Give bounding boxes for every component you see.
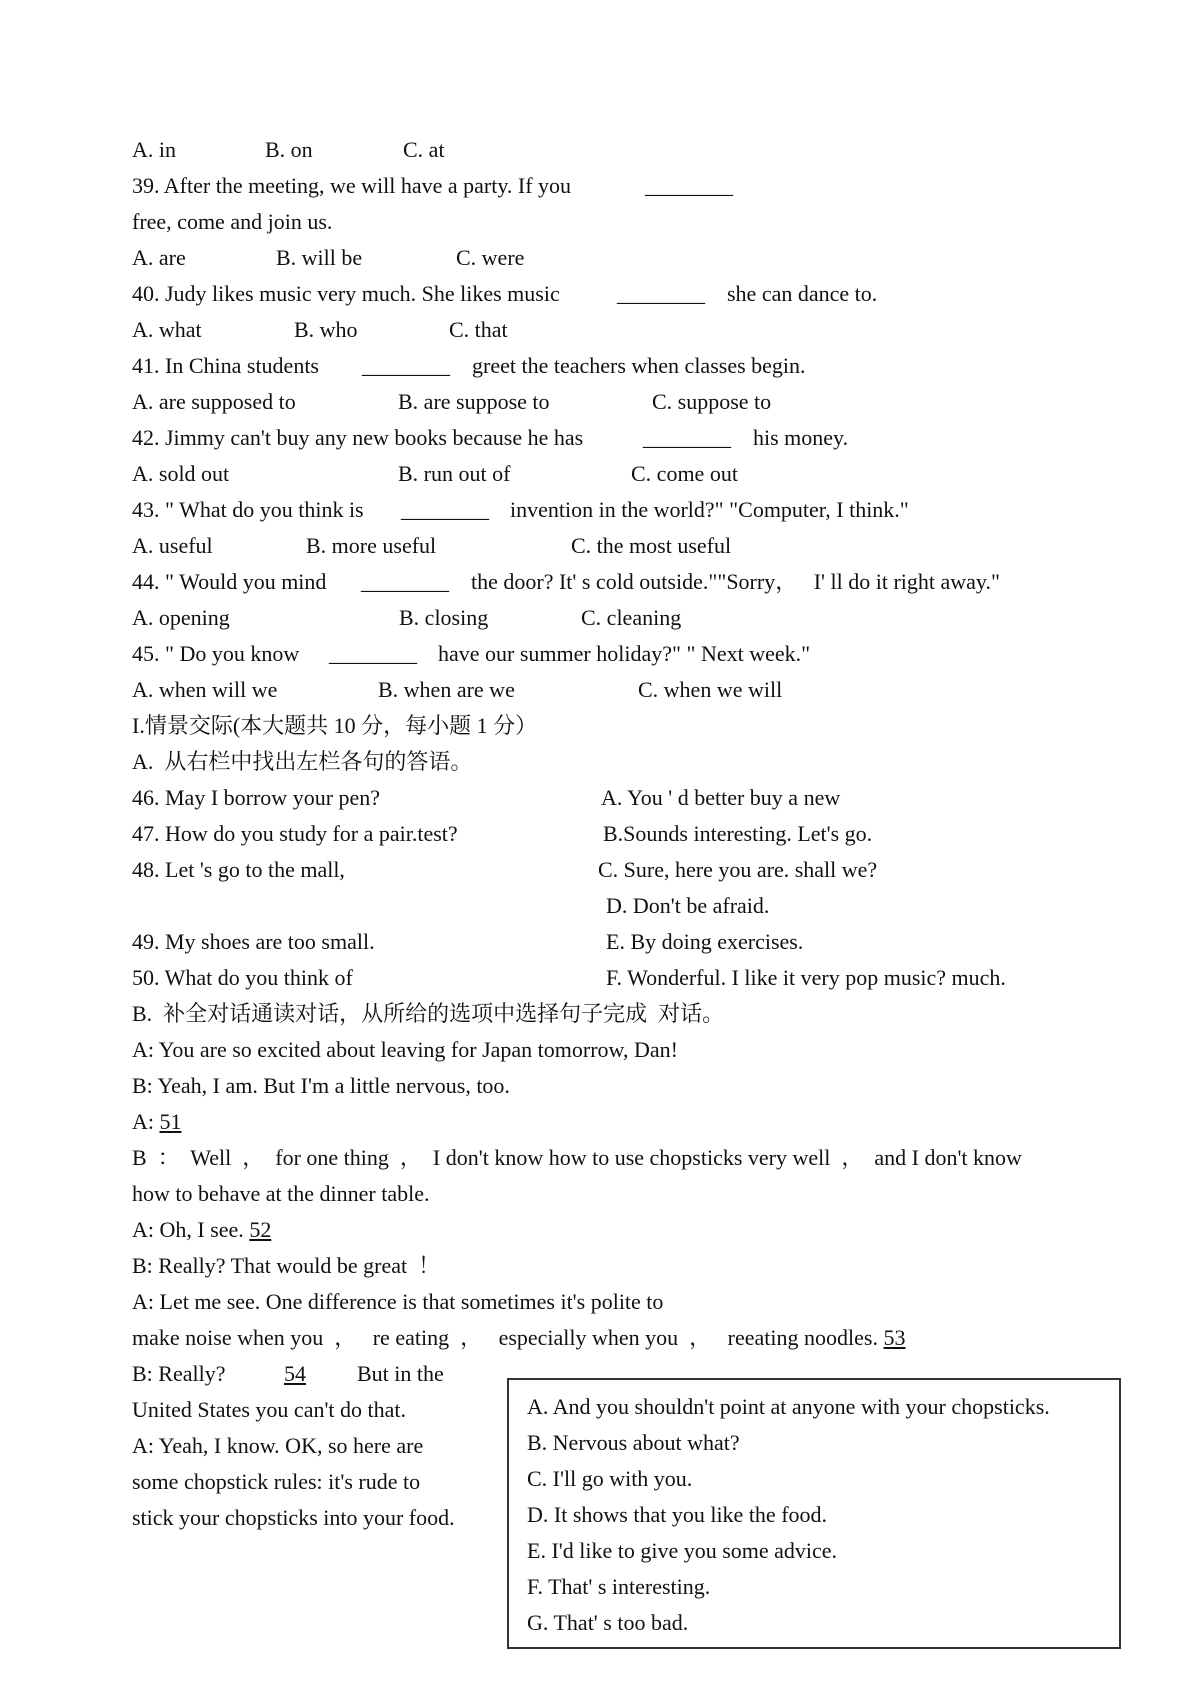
- q38-option-c: C. at: [403, 137, 445, 162]
- match-left-49: 49. My shoes are too small.: [132, 929, 375, 954]
- q41-option-b: B. are suppose to: [398, 389, 550, 414]
- q41-stem: 41. In China students: [132, 353, 319, 378]
- dialogue-line-54: B: Really?: [132, 1361, 226, 1386]
- box-option-a: A. And you shouldn't point at anyone with your chopsticks.: [527, 1394, 1050, 1419]
- q44-option-a: A. opening: [132, 605, 230, 630]
- q44-option-b: B. closing: [399, 605, 489, 630]
- match-left-48: 48. Let 's go to the mall,: [132, 857, 345, 882]
- dialogue-line: stick your chopsticks into your food.: [132, 1505, 455, 1530]
- box-option-b: B. Nervous about what?: [527, 1430, 740, 1455]
- q42-tail: his money.: [753, 425, 849, 450]
- box-option-f: F. That' s interesting.: [527, 1574, 711, 1599]
- q45-option-b: B. when are we: [378, 677, 515, 702]
- q39-stem: 39. After the meeting, we will have a party. If you: [132, 173, 572, 198]
- q42-blank: ________: [643, 425, 731, 450]
- dialogue-line: United States you can't do that.: [132, 1397, 407, 1422]
- dialogue-line: B: Really? That would be great ！: [132, 1253, 441, 1278]
- q39-option-b: B. will be: [276, 245, 363, 270]
- q42-option-b: B. run out of: [398, 461, 511, 486]
- q41-option-c: C. suppose to: [652, 389, 772, 414]
- dialogue-line: A: Let me see. One difference is that sometimes it's polite to: [132, 1289, 664, 1314]
- q44-stem: 44. " Would you mind: [132, 569, 327, 594]
- part-a-instruction: A. 从右栏中找出左栏各句的答语。: [132, 749, 473, 774]
- q40-option-c: C. that: [449, 317, 508, 342]
- q43-option-a: A. useful: [132, 533, 213, 558]
- dialogue-text: But in the: [357, 1361, 444, 1386]
- dialogue-text: make noise when you ， re eating ， especially when you ， reeating noodles.: [132, 1325, 884, 1350]
- q40-blank: ________: [617, 281, 705, 306]
- blank-number-51: 51: [159, 1109, 182, 1134]
- speaker-label: A:: [132, 1109, 160, 1134]
- q39-blank: ________: [645, 173, 733, 198]
- blank-number-52: 52: [249, 1217, 272, 1242]
- q45-stem: 45. " Do you know: [132, 641, 300, 666]
- box-option-e: E. I'd like to give you some advice.: [527, 1538, 838, 1563]
- dialogue-line: B ： Well ， for one thing ， I don't know how to use chopsticks very well ， and I don't know: [132, 1145, 1022, 1170]
- q41-option-a: A. are supposed to: [132, 389, 296, 414]
- q40-option-b: B. who: [294, 317, 358, 342]
- q39-stem-cont: free, come and join us.: [132, 209, 333, 234]
- q41-blank: ________: [362, 353, 450, 378]
- dialogue-line: B: Yeah, I am. But I'm a little nervous, too.: [132, 1073, 510, 1098]
- q45-option-c: C. when we will: [638, 677, 783, 702]
- q43-tail: invention in the world?" "Computer, I think.": [510, 497, 909, 522]
- q42-stem: 42. Jimmy can't buy any new books because he has: [132, 425, 584, 450]
- dialogue-text: A: Oh, I see.: [132, 1217, 250, 1242]
- q43-blank: ________: [401, 497, 489, 522]
- match-right-b: B.Sounds interesting. Let's go.: [603, 821, 873, 846]
- q38-option-a: A. in: [132, 137, 176, 162]
- box-option-d: D. It shows that you like the food.: [527, 1502, 828, 1527]
- q45-option-a: A. when will we: [132, 677, 278, 702]
- match-right-d: D. Don't be afraid.: [606, 893, 770, 918]
- blank-number-53: 53: [883, 1325, 906, 1350]
- blank-number-54: 54: [284, 1361, 306, 1386]
- match-right-a: A. You ' d better buy a new: [601, 785, 841, 810]
- q43-option-c: C. the most useful: [571, 533, 732, 558]
- dialogue-line: some chopstick rules: it's rude to: [132, 1469, 421, 1494]
- match-left-46: 46. May I borrow your pen?: [132, 785, 381, 810]
- q38-option-b: B. on: [265, 137, 313, 162]
- q39-option-c: C. were: [456, 245, 525, 270]
- q44-blank: ________: [361, 569, 449, 594]
- q43-option-b: B. more useful: [306, 533, 437, 558]
- q44-option-c: C. cleaning: [581, 605, 682, 630]
- match-right-f: F. Wonderful. I like it very pop music? much.: [606, 965, 1006, 990]
- dialogue-line: how to behave at the dinner table.: [132, 1181, 430, 1206]
- q40-tail: she can dance to.: [727, 281, 878, 306]
- q43-stem: 43. " What do you think is: [132, 497, 364, 522]
- dialogue-line: A: You are so excited about leaving for Japan tomorrow, Dan!: [132, 1037, 678, 1062]
- q45-tail: have our summer holiday?" " Next week.": [438, 641, 811, 666]
- dialogue-line-53: [132, 1324, 905, 1352]
- part-b-instruction: B. 补全对话通读对话，从所给的选项中选择句子完成 对话。: [132, 1001, 725, 1026]
- box-option-g: G. That' s too bad.: [527, 1610, 689, 1635]
- q41-tail: greet the teachers when classes begin.: [472, 353, 806, 378]
- q40-option-a: A. what: [132, 317, 202, 342]
- q45-blank: ________: [329, 641, 417, 666]
- match-left-47: 47. How do you study for a pair.test?: [132, 821, 458, 846]
- section-title: I.情景交际(本大题共 10 分，每小题 1 分）: [132, 713, 538, 738]
- match-left-50: 50. What do you think of: [132, 965, 353, 990]
- dialogue-line-51: [132, 1108, 182, 1136]
- q42-option-a: A. sold out: [132, 461, 230, 486]
- dialogue-line: A: Yeah, I know. OK, so here are: [132, 1433, 424, 1458]
- box-option-c: C. I'll go with you.: [527, 1466, 693, 1491]
- q40-stem: 40. Judy likes music very much. She likes music: [132, 281, 560, 306]
- q44-tail: the door? It' s cold outside.""Sorry， I' ll do it right away.": [471, 569, 1000, 594]
- dialogue-line-52: [132, 1216, 271, 1244]
- match-right-e: E. By doing exercises.: [606, 929, 804, 954]
- q39-option-a: A. are: [132, 245, 186, 270]
- q42-option-c: C. come out: [631, 461, 738, 486]
- match-right-c: C. Sure, here you are. shall we?: [598, 857, 878, 882]
